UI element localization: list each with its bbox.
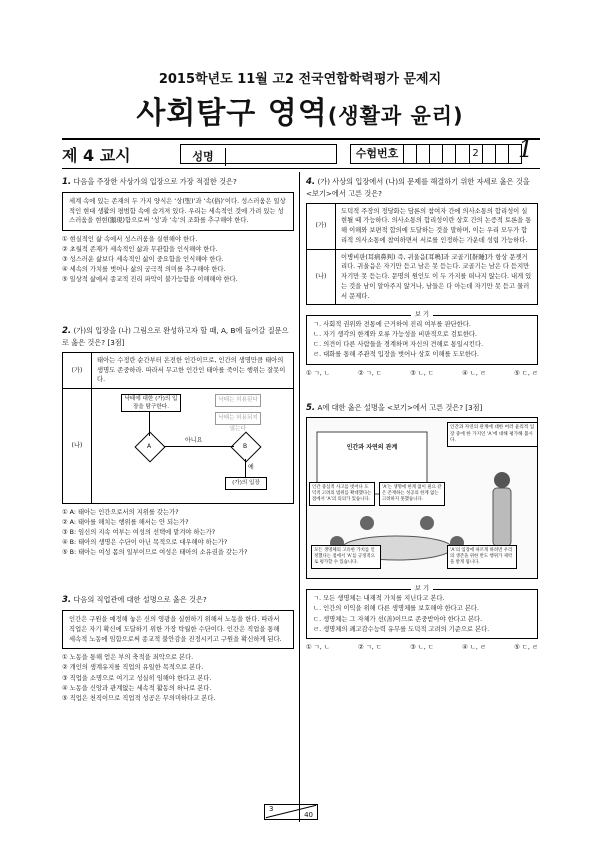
option-1[interactable]: ① ㄱ, ㄴ — [306, 369, 330, 377]
question-number: 4. — [306, 177, 316, 187]
board-title: 인간과 자연의 관계 — [346, 444, 398, 452]
subject-subtitle: (생활과 윤리) — [327, 104, 464, 128]
passage-text: 태아는 수정란 순간부터 온전한 인간이므로, 인간의 생명만큼 태아의 생명도 존중하라. 따라서 무고한 인간인 태아를 죽이는 행위는 잘못이다. — [92, 352, 294, 388]
choice-3[interactable]: ③ B: 임신의 지속 여부는 여성의 선택에 맡겨야 하는가? — [62, 529, 216, 537]
name-field[interactable] — [180, 144, 337, 164]
question-title — [62, 176, 294, 189]
choice-2[interactable]: ② A: 태아를 해치는 행위를 해서는 안 되는가? — [62, 519, 189, 527]
question-text: (가) 사상의 입장에서 (나)의 문제를 해결하기 위한 자세로 옳은 것을 <보기>에서 고른 것은? — [306, 177, 530, 198]
header-info-bar — [62, 135, 540, 165]
option-4[interactable]: ④ ㄴ, ㄹ — [462, 369, 486, 377]
bogi-box — [306, 585, 538, 638]
choice-3[interactable]: ③ 성스러운 삶보다 세속적인 삶이 중요함을 인식해야 한다. — [62, 256, 224, 264]
option-3[interactable]: ③ ㄴ, ㄷ — [410, 369, 434, 377]
speech-bubble: 모든 생명체의 고유한 가치를 인정했다는 점에서 ‘A’를 긍정적으로 평가할 수 있습니다. — [311, 545, 381, 569]
choice-5[interactable]: ⑤ 일상적 삶에서 종교적 진리 파악이 불가능함을 이해해야 한다. — [62, 276, 238, 284]
option-3[interactable]: ③ ㄴ, ㄷ — [410, 643, 434, 651]
choice-4[interactable]: ④ 노동을 신앙과 관계없는 세속적 활동의 하나로 본다. — [62, 684, 212, 692]
option-1[interactable]: ① ㄱ, ㄴ — [306, 643, 330, 651]
row-label: (가) — [307, 203, 336, 249]
exam-number-cell — [443, 145, 456, 163]
column-divider — [299, 172, 300, 822]
choice-2[interactable]: ② 개인의 생계유지를 직업의 유일한 목적으로 본다. — [62, 664, 204, 672]
question-title — [306, 176, 538, 200]
teacher-head — [494, 472, 510, 488]
exam-number-field[interactable] — [350, 144, 522, 164]
flow-connector — [245, 459, 246, 477]
exam-number-label: 수험번호 — [351, 145, 404, 163]
option-5[interactable]: ⑤ ㄷ, ㄹ — [514, 643, 538, 651]
answer-choices — [62, 508, 294, 558]
option-2[interactable]: ② ㄱ, ㄷ — [358, 643, 382, 651]
bogi-item: ㄷ. 생명체는 그 자체가 선(善)이므로 존중받아야 한다고 본다. — [313, 615, 483, 623]
bogi-box — [306, 311, 538, 364]
bogi-item: ㄹ. 대화를 통해 주관적 입장을 벗어나 상호 이해를 도모한다. — [313, 351, 480, 359]
speech-bubble: 인간 중심적 사고를 벗어나 도덕적 고려의 범위를 확대했다는 점에서 ‘A’의 의의가 있습니다. — [309, 482, 375, 506]
question-text: 다음의 직업관에 대한 설명으로 옳은 것은? — [71, 595, 207, 605]
question-number: 1. — [62, 177, 72, 187]
flow-b-label: B — [243, 443, 248, 451]
speech-bubble: ‘A’는 생명에 한계 없이 필요 같은 존재하는 성공의 한계 없는 고려하지 못했습니다. — [379, 482, 445, 506]
bogi-item: ㄴ. 자기 생각의 한계와 오류 가능성을 비판적으로 검토한다. — [313, 331, 478, 339]
header-bottom-rule — [62, 168, 540, 169]
page-footer — [264, 804, 318, 820]
subject-title — [0, 88, 600, 132]
question-number: 5. — [306, 402, 316, 413]
classroom-illustration — [306, 417, 538, 579]
row-label: (나) — [307, 249, 336, 305]
session-label: 제 4 교시 — [62, 146, 131, 165]
page-number: 1 — [518, 135, 534, 163]
student-head — [420, 516, 434, 530]
passage-box: 세계 속에 있는 존재의 두 가지 양식은 ‘상(聖)’과 ‘속(俗)’이다. 성스러움은 일상적인 현대 생활의 평범함 속에 숨겨져 있다. 우리는 세속적인 것에 가려 있는 성스러움을 현현(顯現)함으로써 ‘성’과 ‘속’의 조화를 추구해야 한다. — [62, 192, 294, 231]
option-4[interactable]: ④ ㄴ, ㄹ — [462, 643, 486, 651]
question-number: 2. — [62, 326, 72, 337]
choice-5[interactable]: ⑤ B: 태아는 여성 몸의 일부이므로 여성은 태아의 소유권을 갖는가? — [62, 549, 248, 557]
flow-end-box: (가)의 입장 — [225, 477, 267, 490]
footer-page: 3 — [269, 805, 274, 813]
speech-bubble: 인간과 자연의 관계에 대한 여러 윤리적 입장 중에 한 가지인 ‘A’에 대해 평가해 봅시다. — [447, 422, 538, 447]
name-label: 성명 — [181, 148, 226, 166]
question-3 — [62, 594, 294, 703]
flow-start-box: 낙태에 대한 (가)의 입장을 탐구한다. — [121, 394, 181, 412]
exam-number-cell — [483, 145, 496, 163]
answer-choices — [62, 653, 294, 703]
flow-connector — [164, 446, 234, 447]
speech-bubble: ‘A’의 입장에 따르게 하려면 우리의 생존을 위한 반도 행위가 제약을 받게 됩니다. — [447, 545, 517, 569]
answer-options — [306, 643, 538, 652]
flow-side-box: 낙태는 허용되지 않는다 — [215, 412, 261, 425]
question-title — [62, 325, 294, 349]
question-2 — [62, 325, 294, 558]
bogi-item: ㄱ. 사회적 권위와 전통에 근거하여 진리 여부를 판단한다. — [313, 321, 471, 329]
exam-number-digit: 2 — [470, 145, 483, 163]
answer-choices — [62, 235, 294, 285]
option-2[interactable]: ② ㄱ, ㄷ — [358, 369, 382, 377]
subject-name: 사회탐구 영역 — [136, 96, 328, 131]
question-number: 3. — [62, 595, 72, 606]
top-rule — [62, 138, 540, 140]
question-text: (가)의 입장을 (나) 그림으로 완성하고자 할 때, A, B에 들어갈 질문으로 옳은 것은? [3점] — [62, 326, 289, 348]
exam-number-cell — [496, 145, 509, 163]
passage-text: 이병비판(耳病鼻判) 즉, 귀울음[耳鳴]과 코골기[鼾睡]가 항상 문젯거리다. 귀울음은 자기만 듣고 남은 못 듣는다. 코골기는 남은 다 듣지만 자기만 못 듣는다. 문명의 원인도 이 두 가지를 떠나지 않는다. 내게 있는 것을 남이 알아주지 않거나, 남들은 다 아는데 자기만 못 듣고 물러서 문제다. — [336, 249, 538, 305]
question-5 — [306, 402, 538, 652]
question-text: 다음을 주장한 사상가의 입장으로 가장 적절한 것은? — [71, 177, 237, 186]
flow-no-label: 아니요 — [185, 437, 203, 445]
question-title — [306, 402, 538, 415]
right-column — [306, 176, 538, 652]
choice-4[interactable]: ④ B: 태아의 생명은 수단이 아닌 목적으로 대우해야 하는가? — [62, 539, 228, 547]
exam-number-cell — [404, 145, 417, 163]
choice-3[interactable]: ③ 직업을 소명으로 여기고 성실히 임해야 한다고 본다. — [62, 674, 212, 682]
exam-number-cell — [417, 145, 430, 163]
bogi-title: 보 기 — [411, 585, 433, 592]
question-4 — [306, 176, 538, 378]
passage-box: 인간은 구원을 예정해 놓은 신의 영광을 실현하기 위해서 노동을 한다. 따라서 직업은 자기 확신에 도달하기 위한 가장 탁월한 수단이다. 인간은 직업을 통해 세속적 노동에 임함으로써 종교적 불안감을 진정시키고 구원을 확신하게 된다. — [62, 610, 294, 649]
choice-1[interactable]: ① 노동을 통해 얻은 부의 축적을 죄악으로 본다. — [62, 654, 194, 662]
choice-1[interactable]: ① A: 태아는 인간으로서의 지위를 갖는가? — [62, 509, 179, 517]
left-column — [62, 176, 294, 704]
question-1 — [62, 176, 294, 285]
question-title — [62, 594, 294, 607]
flow-yes-label: 예 — [248, 464, 254, 472]
bogi-title: 보 기 — [411, 311, 433, 318]
exam-number-cell — [430, 145, 443, 163]
bogi-item: ㄴ. 인간의 이익을 위해 다른 생명체를 보호해야 한다고 본다. — [313, 605, 480, 613]
passage-text: 도덕적 주장의 정당화는 담론의 참여자 간에 의사소통의 합리성이 실현될 때 가능하다. 의사소통의 합리성이란 상호 간의 논증적 토론을 통해 이해와 보편적 합의에 도달하는 것을 말하며, 이는 우리 모두가 합리적 의사소통에 참여하면서 서로를 인정하는 가운데 성립 가능하다. — [336, 203, 538, 249]
choice-2[interactable]: ② 초월적 존재가 세속적인 삶과 무관함을 인식해야 한다. — [62, 246, 218, 254]
flowchart — [92, 389, 294, 504]
footer-total: 40 — [304, 811, 313, 819]
question-text: A에 대한 옳은 설명을 <보기>에서 고른 것은? [3점] — [315, 402, 483, 412]
bogi-item: ㄹ. 생명체의 쾌고감수능력 유무를 도덕적 고려의 기준으로 본다. — [313, 625, 490, 633]
flow-a-label: A — [147, 443, 152, 451]
student-head — [360, 516, 374, 530]
choice-4[interactable]: ④ 세속의 가치를 벗어나 삶의 궁극적 의미를 추구해야 한다. — [62, 266, 226, 274]
exam-number-cell — [456, 145, 469, 163]
flow-side-box: 낙태는 허용된다 — [215, 394, 261, 407]
option-5[interactable]: ⑤ ㄷ, ㄹ — [514, 369, 538, 377]
answer-options — [306, 369, 538, 378]
passage-table — [62, 352, 294, 504]
teacher-body — [493, 488, 511, 546]
bogi-item: ㄱ. 모든 생명체는 내재적 가치를 지닌다고 본다. — [313, 595, 445, 603]
bogi-item: ㄷ. 의견이 다른 사람들을 경계하며 자신의 견해로 통일시킨다. — [313, 341, 484, 349]
passage-table — [306, 203, 538, 306]
row-label: (나) — [63, 389, 92, 504]
row-label: (가) — [63, 352, 92, 388]
exam-title: 2015학년도 11월 고2 전국연합학력평가 문제지 — [158, 72, 442, 87]
choice-1[interactable]: ① 현실적인 삶 속에서 성스러움을 실현해야 한다. — [62, 236, 198, 243]
choice-5[interactable]: ⑤ 직업은 천직이므로 직업적 성공은 무의미하다고 본다. — [62, 694, 216, 702]
